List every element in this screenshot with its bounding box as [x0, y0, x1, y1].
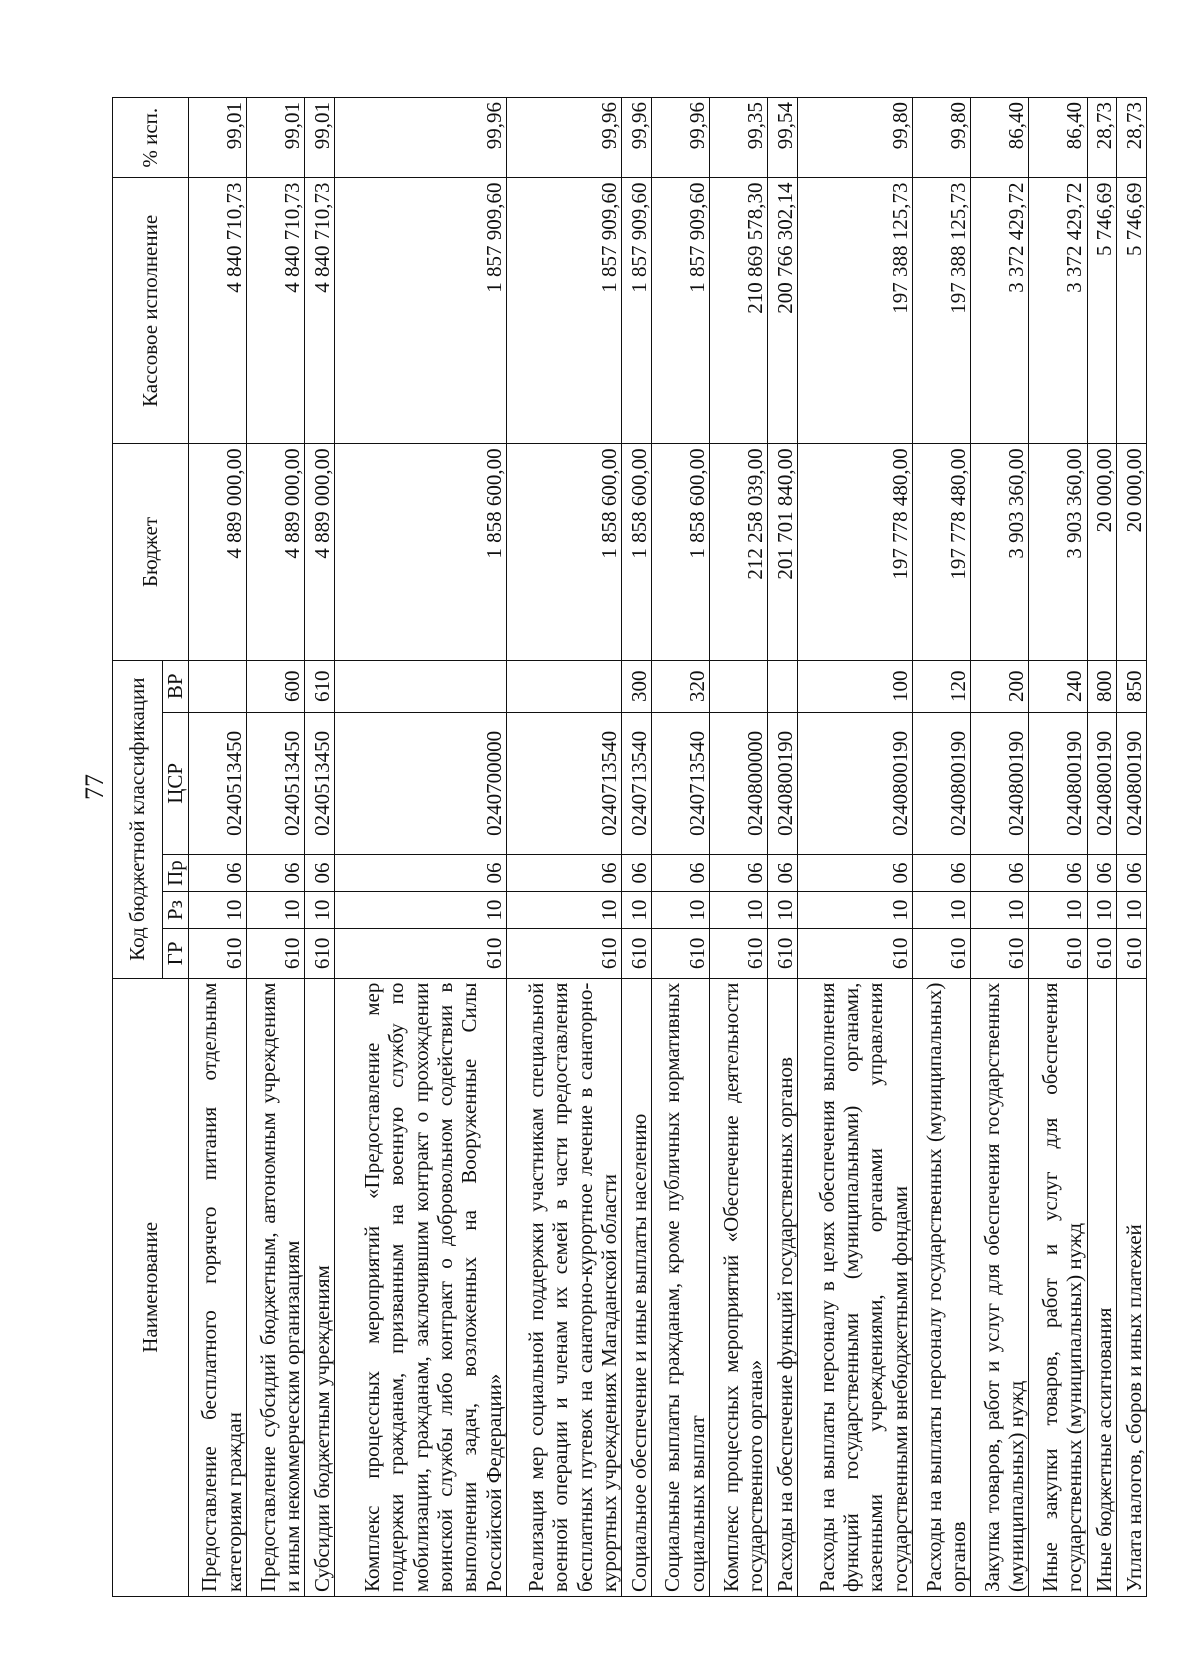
- row-name: Закупка товаров, работ и услуг для обеспечения государственных (муниципальных) нужд: [971, 978, 1029, 1596]
- row-budget: 201 701 840,00: [768, 444, 798, 660]
- row-csr: 0240800190: [1117, 712, 1147, 854]
- table-row: [797, 98, 912, 1597]
- row-gr: 610: [971, 929, 1029, 978]
- table-row: [651, 98, 709, 1597]
- row-name: Расходы на выплаты персоналу в целях обеспечения выполнения функций государственными (муниципальными) органами, казенными учреждениями, органами управления государственными внебюджетными фондами: [797, 978, 912, 1596]
- row-cash: 5 746,69: [1117, 178, 1147, 444]
- row-vr: 320: [651, 660, 709, 712]
- table-row: [1087, 98, 1117, 1597]
- row-csr: 0240800000: [710, 712, 768, 854]
- row-pct: 99,35: [710, 98, 768, 178]
- row-cash: 4 840 710,73: [247, 178, 305, 444]
- table-row: [507, 98, 622, 1597]
- row-pct: 99,96: [334, 98, 506, 178]
- row-pct: 99,80: [797, 98, 912, 178]
- row-vr: 600: [247, 660, 305, 712]
- budget-table: [112, 97, 1147, 1597]
- row-cash: 3 372 429,72: [971, 178, 1029, 444]
- row-cash: 200 766 302,14: [768, 178, 798, 444]
- row-rz: 10: [622, 892, 652, 929]
- row-pr: 06: [507, 854, 622, 891]
- row-name: Расходы на обеспечение функций государственных органов: [768, 978, 798, 1596]
- row-vr: [189, 660, 247, 712]
- row-pct: 99,96: [507, 98, 622, 178]
- row-pr: 06: [305, 854, 335, 891]
- row-gr: 610: [768, 929, 798, 978]
- row-budget: 1 858 600,00: [622, 444, 652, 660]
- row-vr: 850: [1117, 660, 1147, 712]
- row-gr: 610: [1117, 929, 1147, 978]
- row-name: Предоставление бесплатного горячего питания отдельным категориям граждан: [189, 978, 247, 1596]
- row-rz: 10: [507, 892, 622, 929]
- row-rz: 10: [247, 892, 305, 929]
- header-code-group: Код бюджетной классификации: [113, 660, 163, 978]
- table-row: [189, 98, 247, 1597]
- row-rz: 10: [334, 892, 506, 929]
- row-vr: 100: [797, 660, 912, 712]
- row-vr: 300: [622, 660, 652, 712]
- row-pr: 06: [710, 854, 768, 891]
- row-pct: 99,01: [189, 98, 247, 178]
- row-vr: [334, 660, 506, 712]
- row-gr: 610: [189, 929, 247, 978]
- row-pr: 06: [913, 854, 971, 891]
- row-cash: 1 857 909,60: [334, 178, 506, 444]
- row-pr: 06: [1029, 854, 1087, 891]
- row-rz: 10: [797, 892, 912, 929]
- table-row: [247, 98, 305, 1597]
- row-pr: 06: [334, 854, 506, 891]
- row-vr: 120: [913, 660, 971, 712]
- table-row: [1029, 98, 1087, 1597]
- row-vr: [768, 660, 798, 712]
- row-pr: 06: [971, 854, 1029, 891]
- table-row: [1117, 98, 1147, 1597]
- row-csr: 0240800190: [913, 712, 971, 854]
- row-csr: 0240713540: [507, 712, 622, 854]
- table-row: [334, 98, 506, 1597]
- table-row: [710, 98, 768, 1597]
- row-gr: 610: [305, 929, 335, 978]
- row-name: Иные бюджетные ассигнования: [1087, 978, 1117, 1596]
- row-cash: 5 746,69: [1087, 178, 1117, 444]
- row-pct: 99,96: [622, 98, 652, 178]
- header-pct: % исп.: [113, 98, 189, 178]
- row-gr: 610: [247, 929, 305, 978]
- row-pr: 06: [797, 854, 912, 891]
- header-pr: Пр: [163, 854, 189, 891]
- row-budget: 197 778 480,00: [797, 444, 912, 660]
- row-vr: 200: [971, 660, 1029, 712]
- row-rz: 10: [913, 892, 971, 929]
- row-cash: 1 857 909,60: [622, 178, 652, 444]
- row-cash: 4 840 710,73: [305, 178, 335, 444]
- row-budget: 197 778 480,00: [913, 444, 971, 660]
- row-rz: 10: [651, 892, 709, 929]
- row-name: Социальные выплаты гражданам, кроме публичных нормативных социальных выплат: [651, 978, 709, 1596]
- row-rz: 10: [1117, 892, 1147, 929]
- row-pct: 86,40: [971, 98, 1029, 178]
- row-cash: 4 840 710,73: [189, 178, 247, 444]
- row-cash: 1 857 909,60: [651, 178, 709, 444]
- row-csr: 0240800190: [971, 712, 1029, 854]
- header-gr: ГР: [163, 929, 189, 978]
- row-cash: 197 388 125,73: [797, 178, 912, 444]
- header-budget: Бюджет: [113, 444, 189, 660]
- row-pr: 06: [1087, 854, 1117, 891]
- row-vr: [710, 660, 768, 712]
- row-rz: 10: [1029, 892, 1087, 929]
- row-csr: 0240800190: [797, 712, 912, 854]
- row-name: Реализация мер социальной поддержки участникам специальной военной операции и членам их семей в части предоставления бесплатных путевок на санаторно-курортное лечение в санаторно-курортных учреждениях Магаданской области: [507, 978, 622, 1596]
- row-csr: 0240800190: [1029, 712, 1087, 854]
- rotated-table-wrapper: [112, 97, 1147, 1597]
- row-name: Предоставление субсидий бюджетным, автономным учреждениям и иным некоммерческим организациям: [247, 978, 305, 1596]
- row-gr: 610: [1087, 929, 1117, 978]
- row-pr: 06: [1117, 854, 1147, 891]
- row-csr: 0240513450: [305, 712, 335, 854]
- row-budget: 212 258 039,00: [710, 444, 768, 660]
- row-pct: 86,40: [1029, 98, 1087, 178]
- table-row: [971, 98, 1029, 1597]
- row-budget: 20 000,00: [1117, 444, 1147, 660]
- row-rz: 10: [1087, 892, 1117, 929]
- row-gr: 610: [622, 929, 652, 978]
- page-number: 77: [80, 774, 109, 800]
- row-gr: 610: [913, 929, 971, 978]
- row-csr: 0240700000: [334, 712, 506, 854]
- row-cash: 210 869 578,30: [710, 178, 768, 444]
- row-cash: 3 372 429,72: [1029, 178, 1087, 444]
- row-budget: 3 903 360,00: [1029, 444, 1087, 660]
- row-gr: 610: [710, 929, 768, 978]
- header-rz: Рз: [163, 892, 189, 929]
- row-rz: 10: [305, 892, 335, 929]
- row-pct: 28,73: [1087, 98, 1117, 178]
- table-body: [189, 98, 1147, 1597]
- row-gr: 610: [797, 929, 912, 978]
- row-name: Субсидии бюджетным учреждениям: [305, 978, 335, 1596]
- row-pct: 99,80: [913, 98, 971, 178]
- row-pct: 99,01: [305, 98, 335, 178]
- row-budget: 1 858 600,00: [507, 444, 622, 660]
- row-vr: 610: [305, 660, 335, 712]
- row-name: Комплекс процессных мероприятий «Обеспечение деятельности государственного органа»: [710, 978, 768, 1596]
- row-pr: 06: [768, 854, 798, 891]
- header-name: Наименование: [113, 978, 189, 1596]
- row-pct: 99,54: [768, 98, 798, 178]
- row-pr: 06: [651, 854, 709, 891]
- row-name: Социальное обеспечение и иные выплаты населению: [622, 978, 652, 1596]
- row-rz: 10: [710, 892, 768, 929]
- row-csr: 0240800190: [1087, 712, 1117, 854]
- row-vr: [507, 660, 622, 712]
- row-csr: 0240800190: [768, 712, 798, 854]
- row-csr: 0240713540: [622, 712, 652, 854]
- row-budget: 1 858 600,00: [334, 444, 506, 660]
- row-csr: 0240713540: [651, 712, 709, 854]
- row-budget: 1 858 600,00: [651, 444, 709, 660]
- row-budget: 4 889 000,00: [305, 444, 335, 660]
- row-rz: 10: [189, 892, 247, 929]
- row-vr: 800: [1087, 660, 1117, 712]
- table-row: [913, 98, 971, 1597]
- row-name: Расходы на выплаты персоналу государственных (муниципальных) органов: [913, 978, 971, 1596]
- row-rz: 10: [768, 892, 798, 929]
- table-row: [768, 98, 798, 1597]
- row-gr: 610: [651, 929, 709, 978]
- row-name: Уплата налогов, сборов и иных платежей: [1117, 978, 1147, 1596]
- row-gr: 610: [507, 929, 622, 978]
- row-budget: 4 889 000,00: [189, 444, 247, 660]
- header-row-1: [113, 98, 163, 1597]
- row-cash: 1 857 909,60: [507, 178, 622, 444]
- row-cash: 197 388 125,73: [913, 178, 971, 444]
- table-row: [305, 98, 335, 1597]
- row-name: Иные закупки товаров, работ и услуг для обеспечения государственных (муниципальных) нужд: [1029, 978, 1087, 1596]
- row-pr: 06: [247, 854, 305, 891]
- row-csr: 0240513450: [189, 712, 247, 854]
- row-csr: 0240513450: [247, 712, 305, 854]
- row-budget: 3 903 360,00: [971, 444, 1029, 660]
- row-pct: 28,73: [1117, 98, 1147, 178]
- row-budget: 20 000,00: [1087, 444, 1117, 660]
- row-gr: 610: [1029, 929, 1087, 978]
- row-vr: 240: [1029, 660, 1087, 712]
- row-name: Комплекс процессных мероприятий «Предоставление мер поддержки гражданам, призванным на военную службу по мобилизации, гражданам, заключившим контракт о прохождении воинской службы либо контракт о добровольном содействии в выполнении задач, возложенных на Вооруженные Силы Российской Федерации»: [334, 978, 506, 1596]
- row-pct: 99,01: [247, 98, 305, 178]
- header-csr: ЦСР: [163, 712, 189, 854]
- row-budget: 4 889 000,00: [247, 444, 305, 660]
- header-vr: ВР: [163, 660, 189, 712]
- row-pct: 99,96: [651, 98, 709, 178]
- header-cash: Кассовое исполнение: [113, 178, 189, 444]
- row-pr: 06: [189, 854, 247, 891]
- row-gr: 610: [334, 929, 506, 978]
- row-pr: 06: [622, 854, 652, 891]
- table-row: [622, 98, 652, 1597]
- row-rz: 10: [971, 892, 1029, 929]
